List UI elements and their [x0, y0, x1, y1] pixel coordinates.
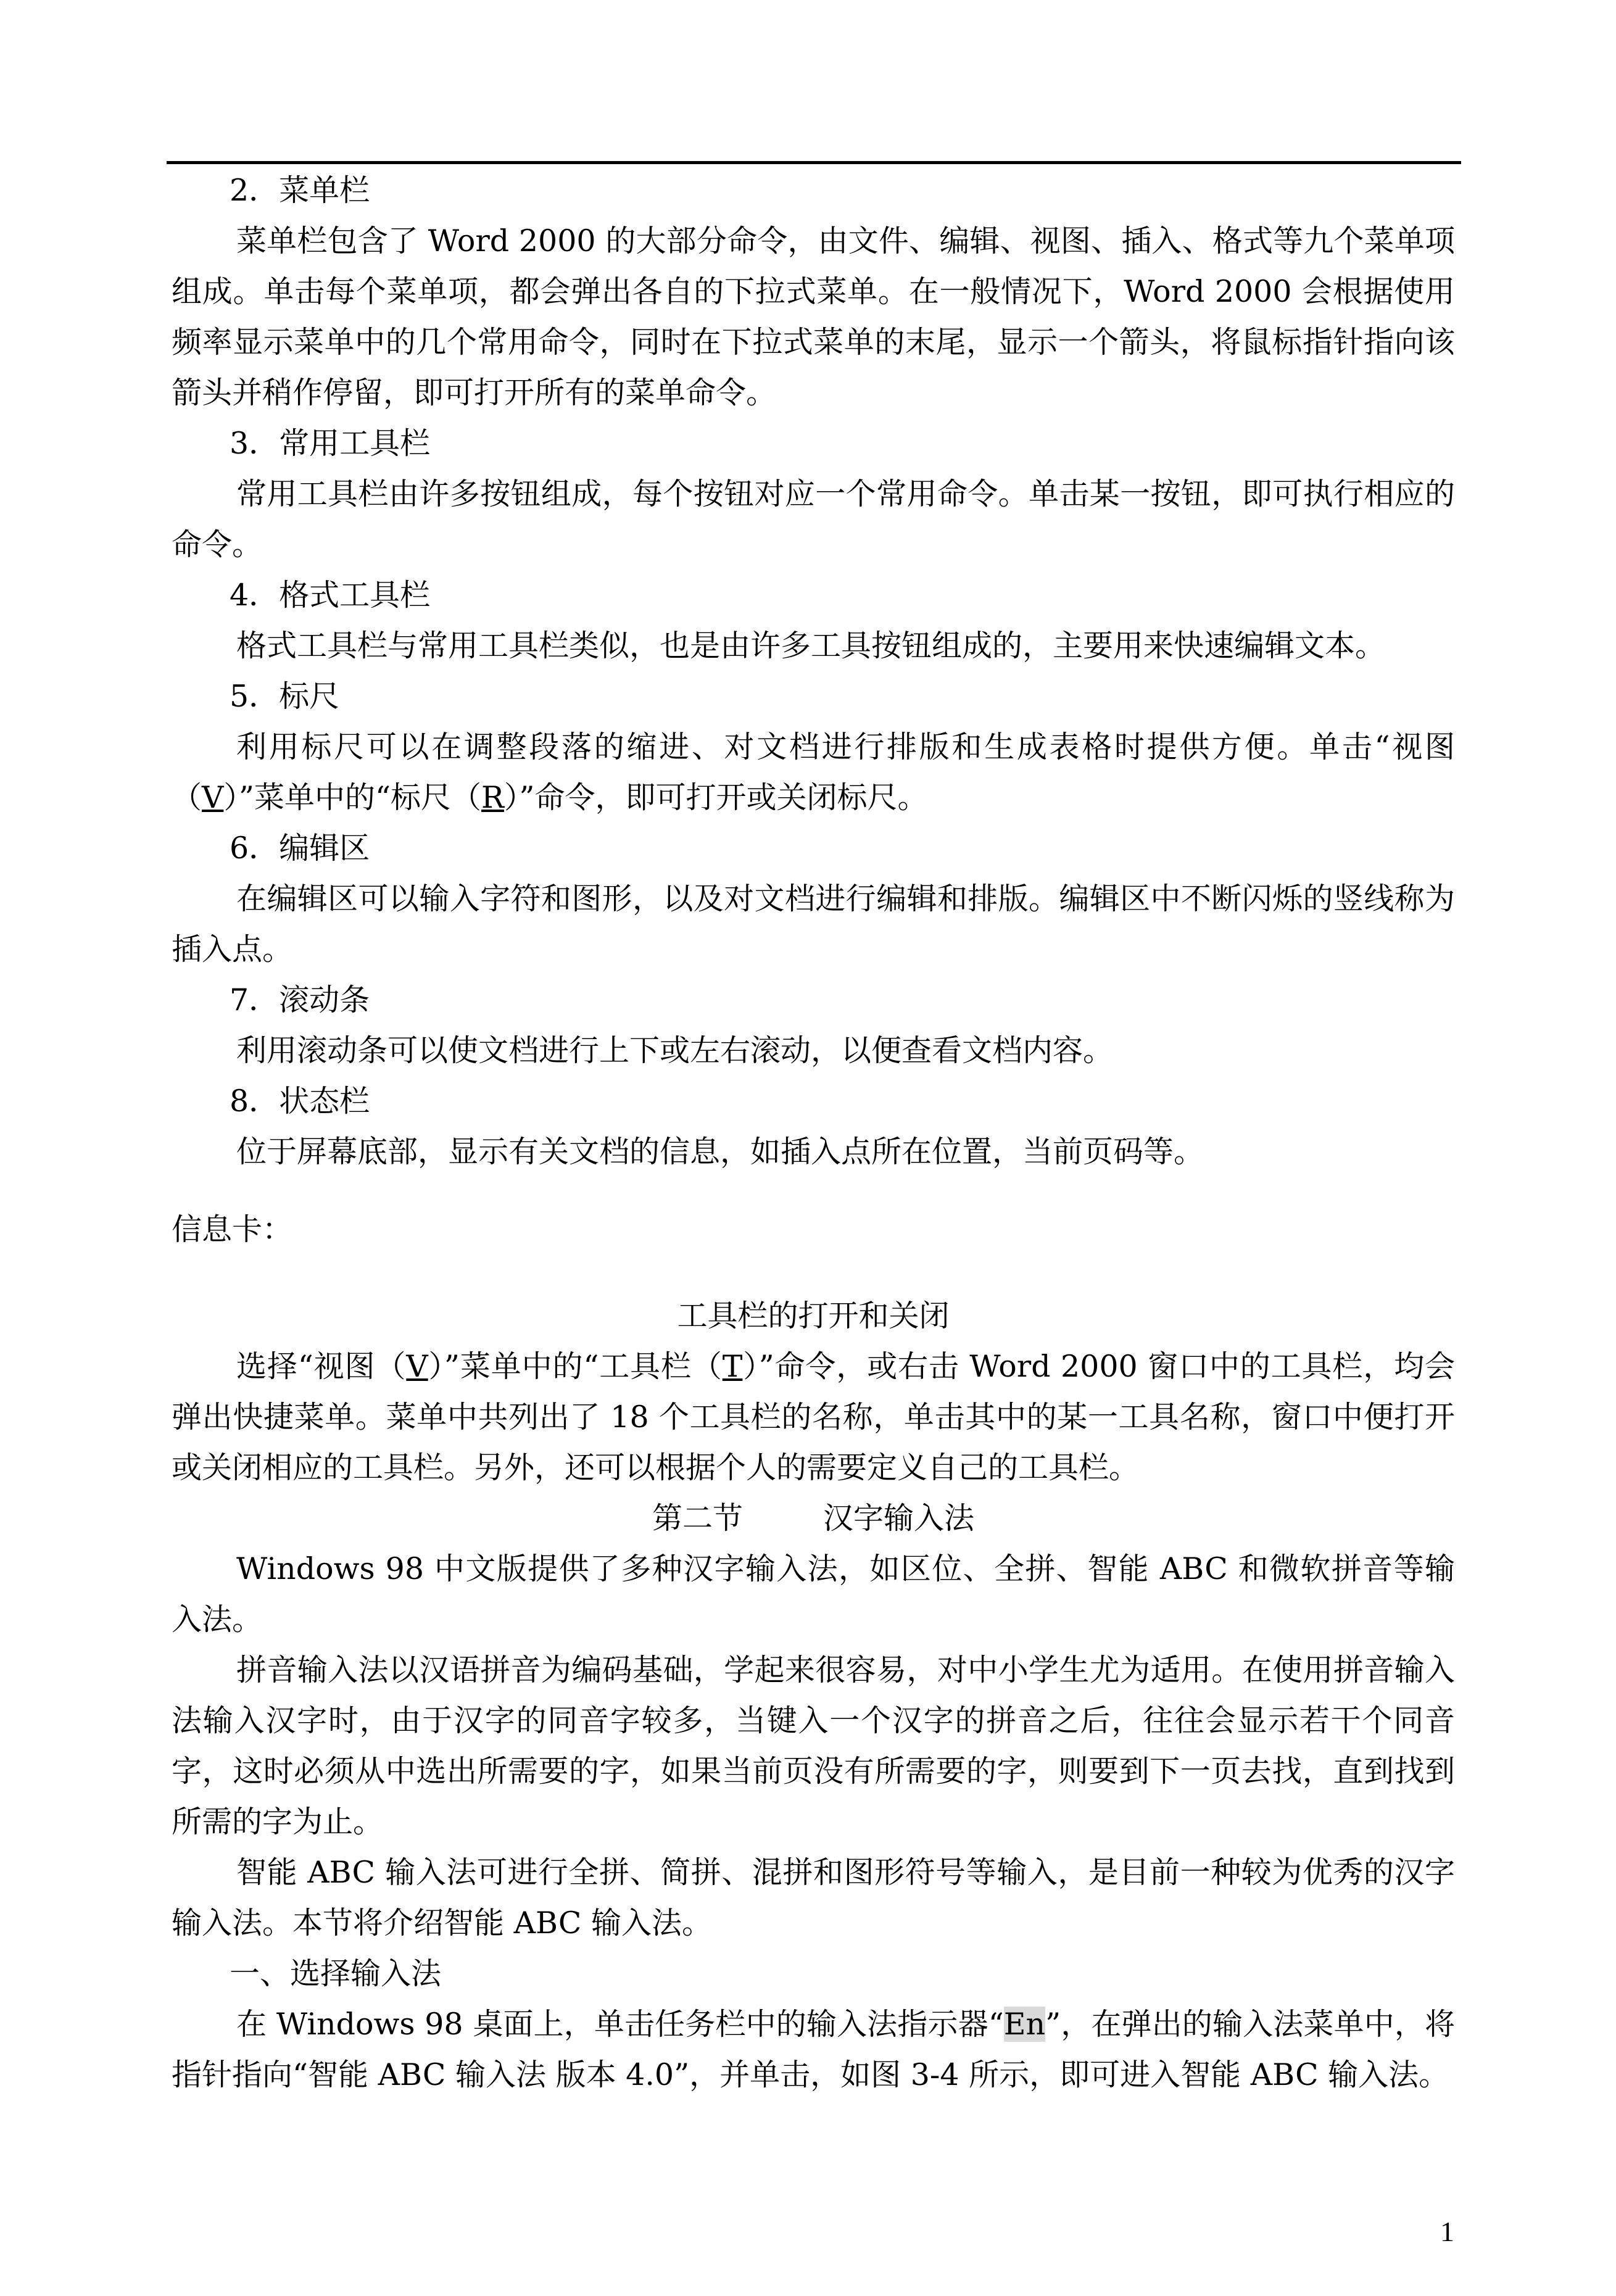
text-run: 利用标尺可以在调整段落的缩进、对文档进行排版和生成表格时提供方便。单击“视图（ [172, 729, 1455, 815]
paragraph: 拼音输入法以汉语拼音为编码基础，学起来很容易，对中小学生尤为适用。在使用拼音输入法输入汉字时，由于汉字的同音字较多，当键入一个汉字的拼音之后，往往会显示若干个同音字，这时必须从中选出所需要的字，如果当前页没有所需要的字，则要到下一页去找，直到找到所需的字为止。 [172, 1652, 1455, 1839]
section-body: 常用工具栏由许多按钮组成，每个按钮对应一个常用命令。单击某一按钮，即可执行相应的命令。 [172, 476, 1455, 562]
section-heading: 5．标尺 [230, 679, 340, 714]
info-card-label: 信息卡： [172, 1212, 293, 1247]
shortcut-key: T [722, 1349, 743, 1384]
section-heading: 2．菜单栏 [230, 173, 370, 208]
paragraph [172, 1999, 1455, 2100]
text-run: 选择“视图（ [236, 1349, 407, 1384]
page-number: 1 [1440, 2216, 1454, 2247]
text-run: ）”命令，即可打开或关闭标尺。 [503, 780, 928, 815]
text-run: ）”菜单中的“标尺（ [223, 780, 482, 815]
section-number: 第二节 [652, 1501, 743, 1536]
spacer [172, 1255, 1455, 1291]
section-body [172, 722, 1455, 823]
section-heading: 6．编辑区 [230, 831, 370, 866]
input-indicator-text: En [1003, 2007, 1046, 2042]
section-title [172, 1493, 1455, 1544]
info-card-title: 工具栏的打开和关闭 [677, 1298, 950, 1333]
shortcut-key: V [202, 780, 224, 815]
spacer [172, 1177, 1455, 1204]
section-body: 在编辑区可以输入字符和图形，以及对文档进行编辑和排版。编辑区中不断闪烁的竖线称为插入点。 [172, 881, 1455, 967]
section-heading: 7．滚动条 [230, 982, 370, 1017]
text-run: 在 Windows 98 桌面上，单击任务栏中的输入法指示器“ [236, 2007, 1004, 2042]
document-page [172, 165, 1455, 2100]
section-heading: 8．状态栏 [230, 1084, 370, 1119]
shortcut-key: R [481, 780, 504, 815]
section-body: 位于屏幕底部，显示有关文档的信息，如插入点所在位置，当前页码等。 [236, 1134, 1204, 1169]
text-run: ）”菜单中的“工具栏（ [428, 1349, 723, 1384]
section-name: 汉字输入法 [823, 1501, 975, 1536]
info-card-body [172, 1341, 1455, 1493]
section-heading: 4．格式工具栏 [230, 578, 431, 613]
text-run: ”，在弹出的输入法菜单中，将指针指向“智能 ABC 输入法 版本 4.0”，并单击，如图 3-4 所示，即可进入智能 ABC 输入法。 [172, 2007, 1455, 2092]
section-body: 利用滚动条可以使文档进行上下或左右滚动，以便查看文档内容。 [236, 1033, 1114, 1068]
paragraph: Windows 98 中文版提供了多种汉字输入法，如区位、全拼、智能 ABC 和微软拼音等输入法。 [172, 1551, 1455, 1637]
sub-heading: 一、选择输入法 [230, 1956, 442, 1991]
paragraph: 智能 ABC 输入法可进行全拼、简拼、混拼和图形符号等输入，是目前一种较为优秀的汉字输入法。本节将介绍智能 ABC 输入法。 [172, 1855, 1455, 1941]
header-rule [167, 161, 1461, 164]
section-body: 菜单栏包含了 Word 2000 的大部分命令，由文件、编辑、视图、插入、格式等九个菜单项组成。单击每个菜单项，都会弹出各自的下拉式菜单。在一般情况下，Word 2000 会根据使用频率显示菜单中的几个常用命令，同时在下拉式菜单的末尾，显示一个箭头，将鼠标指针指向该箭头并稍作停留，即可打开所有的菜单命令。 [172, 223, 1455, 410]
section-body: 格式工具栏与常用工具栏类似，也是由许多工具按钮组成的，主要用来快速编辑文本。 [236, 628, 1386, 663]
section-heading: 3．常用工具栏 [230, 426, 431, 461]
text-run: ）”命令，或右击 Word 2000 窗口中的工具栏，均会弹出快捷菜单。菜单中共列出了 18 个工具栏的名称，单击其中的某一工具名称，窗口中便打开或关闭相应的工具栏。另外，还可以根据个人的需要定义自己的工具栏。 [172, 1349, 1455, 1485]
shortcut-key: V [406, 1349, 428, 1384]
